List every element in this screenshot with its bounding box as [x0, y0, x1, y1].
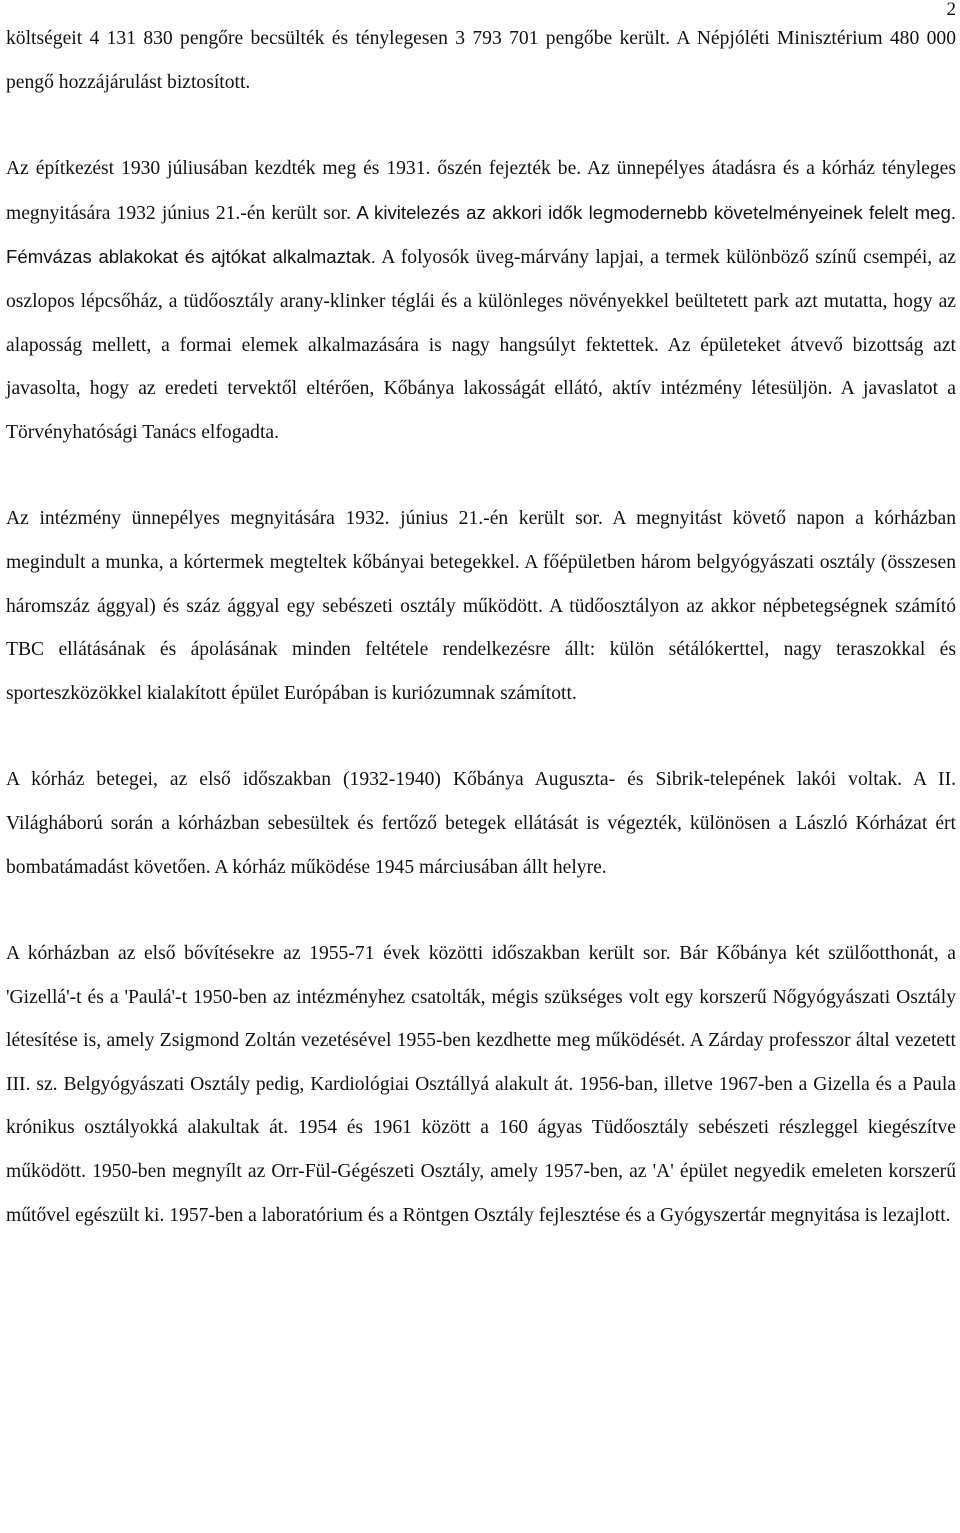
construction-text-part1: Az építkezést 1930 júliusában kezdték meg és 1931. őszén fejezték be. Az ünnepélyes átadásra és a kórház tényleges megnyitására 1932 június 21.-én került sor. [6, 158, 956, 224]
paragraph-opening: Az intézmény ünnepélyes megnyitására 1932. június 21.-én került sor. A megnyitást követő napon a kórházban megindult a munka, a kórtermek megteltek kőbányai betegekkel. A főépületben három belgyógyászati osztály (összesen háromszáz ággyal) és száz ággyal egy sebészeti osztály működött. A tüdőosztályon az akkor népbetegségnek számító TBC ellátásának és ápolásának minden feltétele rendelkezésre állt: külön sétálókerttel, nagy teraszokkal és sporteszközökkel kialakított épület Európában is kuriózumnak számított. [6, 508, 956, 704]
document-body [6, 17, 956, 1237]
paragraph-construction [6, 147, 956, 454]
paragraph-expansion: A kórházban az első bővítésekre az 1955-71 évek közötti időszakban került sor. Bár Kőbánya két szülőotthonát, a 'Gizellá'-t és a 'Paulá'-t 1950-ben az intézményhez csatolták, mégis szükséges volt egy korszerű Nőgyógyászati Osztály létesítése is, amely Zsigmond Zoltán vezetésével 1955-ben kezdhette meg működését. A Zárday professzor által vezetett III. sz. Belgyógyászati Osztály pedig, Kardiológiai Osztállyá alakult át. 1956-ban, illetve 1967-ben a Gizella és a Paula krónikus osztályokká alakultak át. 1954 és 1961 között a 160 ágyas Tüdőosztály sebészeti részleggel kiegészítve működött. 1950-ben megnyílt az Orr-Fül-Gégészeti Osztály, amely 1957-ben, az 'A' épület negyedik emeleten korszerű műtővel egészült ki. 1957-ben a laboratórium és a Röntgen Osztály fejlesztése és a Gyógyszertár megnyitása is lezajlott. [6, 943, 956, 1226]
page-number: 2 [946, 0, 956, 20]
construction-text-part3: A folyosók üveg-márvány lapjai, a termek különböző színű csempéi, az oszlopos lépcsőház, a tüdőosztály arany-klinker téglái és a különleges növényekkel beültetett park azt mutatta, hogy az alaposság mellett, a formai elemek alkalmazására is nagy hangsúlyt fektettek. Az épületeket átvevő bizottság azt javasolta, hogy az eredeti tervektől eltérően, Kőbánya lakosságát ellátó, aktív intézmény létesüljön. A javaslatot a Törvényhatósági Tanács elfogadta. [6, 247, 957, 443]
paragraph-cost: költségeit 4 131 830 pengőre becsülték és ténylegesen 3 793 701 pengőbe került. A Népjóléti Minisztérium 480 000 pengő hozzájárulást biztosított. [6, 28, 956, 93]
construction-text-part2: A kivitelezés az akkori idők legmodernebb követelményeinek felelt meg. Fémvázas ablakokat és ajtókat alkalmaztak. [6, 201, 956, 268]
paragraph-wartime: A kórház betegei, az első időszakban (1932-1940) Kőbánya Auguszta- és Sibrik-telepének lakói voltak. A II. Világháború során a kórházban sebesültek és fertőző betegek ellátását is végezték, különösen a László Kórházat ért bombatámadást követően. A kórház működése 1945 márciusában állt helyre. [6, 769, 956, 878]
